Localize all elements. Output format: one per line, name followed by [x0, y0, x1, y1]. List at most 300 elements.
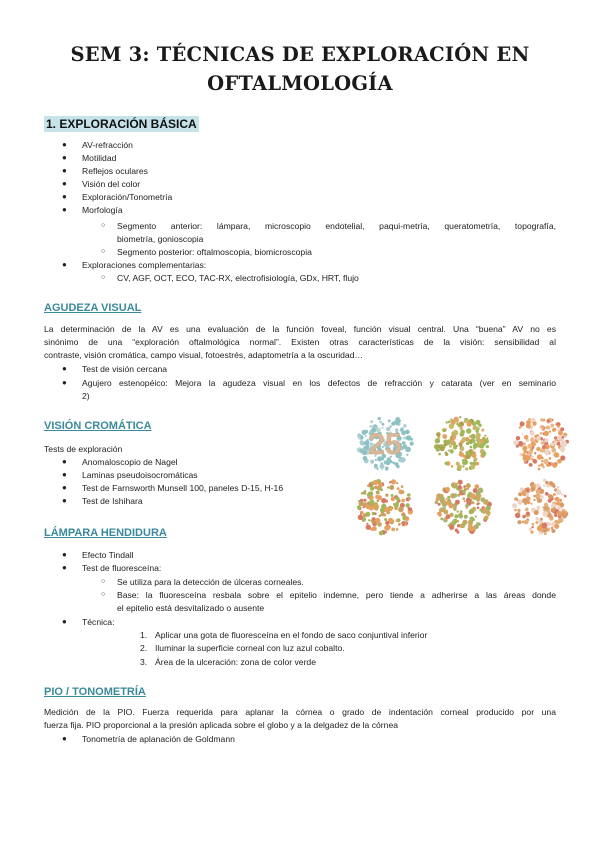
plate-dot: [362, 430, 367, 435]
plate-dot: [453, 442, 457, 446]
plate-dot: [476, 522, 479, 525]
plate-dot: [395, 462, 399, 466]
plate-dot: [519, 426, 521, 428]
plate-dot: [474, 459, 476, 461]
plate-dot: [454, 514, 458, 518]
plate-dot: [401, 430, 406, 435]
plate-dot: [408, 497, 411, 500]
plate-dot: [552, 428, 556, 432]
plate-dot: [380, 462, 382, 464]
list-number: 2.: [140, 643, 148, 653]
plate-dot: [516, 436, 520, 440]
plate-dot: [398, 523, 401, 526]
plate-dot: [555, 497, 560, 502]
list-item: Test de Farnsworth Munsell 100, paneles D-15, H-16: [82, 483, 284, 493]
plate-dot: [398, 419, 401, 422]
plate-dot: [396, 501, 399, 504]
plate-dot: [533, 422, 537, 426]
plate-dot: [517, 499, 522, 504]
plate-dot: [467, 421, 472, 426]
plate-dot: [529, 455, 531, 457]
list-item: Laminas pseudoisocromáticas: [82, 470, 198, 480]
plate-dot: [544, 532, 547, 535]
plate-dot: [440, 499, 444, 503]
plate-dot: [472, 518, 475, 521]
plate-dot: [449, 503, 454, 508]
bullet-icon: ●: [62, 179, 67, 188]
sub-item-text: el epitelio está desvitalizado o ausente: [117, 603, 265, 613]
plate-dot: [522, 515, 526, 519]
plate-dot: [363, 456, 368, 461]
plate-dot: [477, 507, 480, 510]
plate-dot: [384, 507, 389, 512]
plate-dot: [542, 445, 546, 449]
plate-dot: [462, 497, 465, 500]
plate-dot: [446, 421, 448, 423]
plate-dot: [447, 443, 449, 445]
plate-dot: [526, 512, 530, 516]
plate-dot: [360, 440, 364, 444]
plate-dot: [553, 507, 556, 510]
plate-dot: [410, 438, 413, 441]
plate-dot: [438, 453, 441, 456]
plate-dot: [558, 431, 563, 436]
plate-dot: [445, 428, 447, 430]
plate-dot: [362, 520, 364, 522]
plate-dot: [564, 495, 567, 498]
plate-dot: [385, 494, 388, 497]
ishihara-plate-5: [433, 477, 493, 537]
plate-dot: [457, 465, 462, 470]
plate-dot: [482, 451, 486, 455]
plate-dot: [396, 528, 399, 531]
plate-dot: [557, 425, 560, 428]
plate-dot: [462, 465, 464, 467]
plate-dot: [449, 525, 454, 530]
plate-dot: [520, 444, 522, 446]
plate-dot: [479, 495, 481, 497]
plate-dot: [472, 422, 476, 426]
plate-dot: [408, 507, 412, 511]
plate-dot: [557, 506, 561, 510]
circle-bullet-icon: ○: [101, 578, 106, 585]
plate-dot: [483, 499, 489, 505]
sub-item-text: Segmento anterior: lámpara, microscopio endotelial, paqui-metría, queratometría, topografía,: [117, 221, 556, 231]
plate-dot: [442, 434, 447, 439]
plate-dot: [453, 430, 459, 436]
plate-dot: [543, 459, 548, 464]
plate-dot: [560, 427, 564, 431]
plate-dot: [397, 487, 400, 490]
plate-dot: [528, 450, 533, 455]
plate-dot: [535, 521, 538, 524]
plate-dot: [469, 526, 474, 531]
plate-dot: [538, 468, 541, 471]
plate-dot: [457, 510, 459, 512]
plate-dot: [470, 462, 473, 465]
plate-dot: [548, 494, 553, 499]
list-item: Test de Ishihara: [82, 496, 143, 506]
plate-dot: [391, 528, 395, 532]
paragraph-line: Medición de la PIO. Fuerza requerida para aplanar la córnea o grado de indentación corneal producido por una: [44, 707, 556, 717]
title-line-2: OFTALMOLOGÍA: [207, 72, 393, 95]
plate-dot: [547, 419, 551, 423]
ishihara-plate-4: [355, 477, 415, 537]
plate-dot: [561, 436, 564, 439]
plate-dot: [466, 442, 470, 446]
plate-dot: [527, 444, 532, 449]
plate-dot: [455, 500, 460, 505]
plate-dot: [438, 503, 441, 506]
plate-dot: [380, 464, 385, 469]
plate-dot: [368, 519, 370, 521]
plate-dot: [401, 512, 405, 516]
list-item: Exploración/Tonometría: [82, 192, 173, 202]
plate-dot: [537, 454, 543, 460]
plate-dot: [551, 462, 553, 464]
paragraph-line: Tests de exploración: [44, 444, 123, 454]
plate-dot: [388, 420, 391, 423]
circle-bullet-icon: ○: [101, 222, 106, 229]
plate-dot: [541, 428, 543, 430]
plate-dot: [560, 455, 565, 460]
plate-dot: [394, 507, 397, 510]
list-item: Test de fluoresceína:: [82, 563, 162, 573]
bullet-icon: ●: [62, 483, 67, 492]
bullet-icon: ●: [62, 364, 67, 373]
plate-dot: [448, 449, 450, 451]
plate-dot: [457, 424, 460, 427]
bullet-icon: ●: [62, 734, 67, 743]
plate-dot: [542, 523, 548, 529]
plate-dot: [370, 420, 373, 423]
list-item: Técnica:: [82, 617, 115, 627]
plate-dot: [517, 520, 521, 524]
list-item: Morfología: [82, 205, 123, 215]
circle-bullet-icon: ○: [101, 248, 106, 255]
section-heading-vision-cromatica: VISIÓN CROMÁTICA: [44, 420, 152, 432]
plate-dot: [462, 490, 466, 494]
plate-dot: [377, 491, 379, 493]
plate-dot: [529, 463, 533, 467]
plate-dot: [561, 493, 564, 496]
bullet-icon: ●: [62, 192, 67, 201]
plate-dot: [554, 524, 559, 529]
plate-dot: [456, 445, 458, 447]
plate-dot: [358, 515, 363, 520]
plate-dot: [395, 497, 399, 501]
plate-dot: [465, 467, 468, 470]
plate-dot: [486, 511, 489, 514]
plate-dot: [549, 457, 552, 460]
plate-dot: [378, 524, 381, 527]
plate-dot: [440, 517, 443, 520]
plate-dot: [377, 468, 379, 470]
plate-dot: [530, 531, 533, 534]
sub-item-text: CV, AGF, OCT, ECO, TAC-RX, electrofisiología, GDx, HRT, flujo: [117, 273, 359, 283]
plate-dot: [523, 456, 528, 461]
plate-dot: [391, 479, 396, 484]
plate-dot: [459, 452, 464, 457]
plate-dot: [460, 434, 462, 436]
sub-item-text: Se utiliza para la detección de úlceras corneales.: [117, 577, 304, 587]
plate-dot: [406, 516, 409, 519]
list-item: Agujero estenopéico: Mejora la agudeza visual en los defectos de refracción y catarata (ver en seminario: [82, 378, 556, 388]
plate-dot: [385, 500, 388, 503]
plate-dot: [448, 421, 451, 424]
plate-dot: [467, 494, 471, 498]
plate-dot: [373, 480, 378, 485]
bullet-icon: ●: [62, 617, 67, 626]
plate-dot: [375, 506, 377, 508]
plate-dot: [473, 443, 478, 448]
plate-dot: [515, 513, 520, 518]
plate-dot: [389, 507, 393, 511]
paragraph-line: sinónimo de una “exploración oftalmológica normal”. Existen otras características de la visión: sensibilidad al: [44, 337, 556, 347]
plate-dot: [542, 511, 548, 517]
plate-dot: [550, 424, 554, 428]
plate-dot: [396, 519, 399, 522]
plate-dot: [546, 426, 550, 430]
list-item: Reflejos oculares: [82, 166, 148, 176]
plate-dot: [370, 486, 375, 491]
plate-dot: [466, 428, 471, 433]
plate-dot: [514, 509, 517, 512]
plate-dot: [456, 483, 458, 485]
plate-dot: [487, 437, 489, 439]
plate-dot: [372, 517, 376, 521]
plate-dot: [454, 419, 456, 421]
plate-dot: [524, 435, 529, 440]
list-item: Motilidad: [82, 153, 117, 163]
list-item: Efecto Tindall: [82, 550, 134, 560]
plate-dot: [526, 451, 529, 454]
plate-dot: [557, 486, 560, 489]
plate-dot: [463, 485, 466, 488]
bullet-icon: ●: [62, 140, 67, 149]
plate-dot: [445, 487, 450, 492]
plate-dot: [365, 435, 367, 437]
plate-dot: [447, 496, 450, 499]
plate-dot: [528, 418, 531, 421]
plate-dot: [378, 482, 383, 487]
plate-dot: [385, 468, 388, 471]
plate-dot: [513, 441, 516, 444]
plate-dot: [460, 524, 464, 528]
plate-dot: [385, 531, 387, 533]
plate-dot: [534, 510, 539, 515]
plate-dot: [375, 523, 377, 525]
ishihara-plate-3: [511, 413, 571, 473]
list-item: 2): [82, 391, 90, 401]
plate-dot: [560, 446, 566, 452]
ishihara-plate-2: [433, 413, 493, 473]
plate-dot: [466, 507, 468, 509]
plate-dot: [406, 454, 408, 456]
list-item: Test de visión cercana: [82, 364, 168, 374]
plate-dot: [386, 461, 390, 465]
plate-dot: [538, 519, 541, 522]
plate-dot: [401, 499, 405, 503]
circle-bullet-icon: ○: [101, 591, 106, 598]
plate-dot: [386, 524, 391, 529]
plate-dot: [435, 438, 440, 443]
circle-bullet-icon: ○: [101, 274, 106, 281]
plate-dot: [472, 507, 476, 511]
plate-dot: [541, 460, 543, 462]
plate-dot: [565, 511, 567, 513]
plate-dot: [536, 447, 540, 451]
plate-dot: [545, 492, 549, 496]
sub-item-text: Base: la fluoresceína resbala sobre el epitelio indemne, pero tiende a adherirse a las áreas donde: [117, 590, 556, 600]
plate-dot: [484, 435, 486, 437]
list-item: Tonometría de aplanación de Goldmann: [82, 734, 235, 744]
plate-dot: [398, 507, 404, 513]
plate-dot: [384, 461, 386, 463]
paragraph-line: contraste, visión cromática, campo visual, fotoestrés, adaptometría a la oscuridad…: [44, 350, 364, 360]
list-item: Anomaloscopio de Nagel: [82, 457, 178, 467]
plate-dot: [514, 497, 518, 501]
plate-dot: [466, 483, 471, 488]
numbered-item: Aplicar una gota de fluoresceína en el fondo de saco conjuntival inferior: [155, 630, 428, 640]
plate-dot: [378, 417, 381, 420]
bullet-icon: ●: [62, 166, 67, 175]
plate-dot: [460, 430, 465, 435]
paragraph-line: fuerza fija. PIO proporcional a la presión aplicada sobre el globo y a la delgadez de la córnea: [44, 720, 398, 730]
plate-dot: [536, 489, 541, 494]
plate-dot: [544, 438, 548, 442]
plate-dot: [551, 527, 554, 530]
plate-dot: [532, 523, 535, 526]
plate-dot: [540, 463, 543, 466]
plate-dot: [441, 508, 445, 512]
plate-dot: [385, 521, 389, 525]
plate-dot: [382, 423, 385, 426]
plate-dot: [562, 514, 567, 519]
plate-dot: [456, 531, 459, 534]
numbered-item: Área de la ulceración: zona de color verde: [155, 657, 316, 667]
plate-dot: [520, 421, 525, 426]
plate-dot: [478, 488, 484, 494]
bullet-icon: ●: [62, 153, 67, 162]
plate-dot: [553, 493, 556, 496]
plate-dot: [548, 499, 552, 503]
bullet-icon: ●: [62, 260, 67, 269]
list-item: AV-refracción: [82, 140, 133, 150]
plate-dot: [406, 503, 410, 507]
plate-dot: [464, 516, 467, 519]
plate-dot: [476, 430, 479, 433]
section-heading-exploracion-basica: 1. EXPLORACIÓN BÁSICA: [46, 117, 197, 131]
title-line-1: SEM 3: TÉCNICAS DE EXPLORACIÓN EN: [70, 43, 530, 66]
paragraph-line: La determinación de la AV es una evaluación de la función foveal, función visual central. Una “buena” AV no es: [44, 324, 556, 334]
plate-dot: [558, 518, 563, 523]
plate-dot: [450, 449, 454, 453]
plate-dot: [518, 492, 522, 496]
bullet-icon: ●: [62, 550, 67, 559]
plate-dot: [440, 447, 445, 452]
plate-dot: [460, 427, 463, 430]
sub-item-text: biometría, gonioscopia: [117, 234, 204, 244]
plate-dot: [387, 486, 389, 488]
plate-dot: [401, 485, 404, 488]
plate-dot: [543, 484, 545, 486]
plate-dot: [473, 488, 478, 493]
bullet-icon: ●: [62, 378, 67, 387]
plate-dot: [544, 431, 549, 436]
plate-dot: [536, 436, 541, 441]
plate-dot: [384, 518, 387, 521]
plate-dot: [442, 503, 447, 508]
plate-dot: [402, 441, 406, 445]
plate-number: 25: [368, 428, 402, 461]
plate-dot: [453, 493, 457, 497]
plate-dot: [533, 499, 535, 501]
plate-dot: [451, 465, 454, 468]
plate-dot: [524, 520, 529, 525]
plate-dot: [551, 529, 555, 533]
plate-dot: [481, 429, 484, 432]
plate-dot: [374, 512, 377, 515]
list-number: 1.: [140, 630, 148, 640]
plate-dot: [476, 462, 480, 466]
plate-dot: [484, 518, 487, 521]
plate-dot: [555, 463, 557, 465]
plate-dot: [403, 424, 406, 427]
plate-dot: [391, 497, 395, 501]
plate-dot: [401, 521, 405, 525]
plate-dot: [535, 493, 540, 498]
plate-dot: [362, 506, 364, 508]
plate-dot: [535, 517, 539, 521]
plate-dot: [476, 503, 479, 506]
plate-dot: [469, 420, 471, 422]
plate-dot: [410, 442, 414, 446]
plate-dot: [544, 503, 548, 507]
plate-dot: [537, 526, 542, 531]
plate-dot: [557, 436, 562, 441]
plate-dot: [475, 515, 477, 517]
plate-dot: [401, 490, 404, 493]
plate-dot: [473, 426, 478, 431]
plate-dot: [374, 464, 378, 468]
plate-dot: [453, 507, 457, 511]
plate-dot: [522, 498, 527, 503]
plate-dot: [517, 509, 520, 512]
plate-dot: [452, 436, 456, 440]
plate-dot: [475, 436, 480, 441]
plate-dot: [484, 439, 489, 444]
plate-dot: [531, 503, 533, 505]
plate-dot: [379, 531, 384, 536]
plate-dot: [366, 504, 370, 508]
sub-item-text: Segmento posterior: oftalmoscopia, biomicroscopia: [117, 247, 312, 257]
plate-dot: [540, 432, 543, 435]
bullet-icon: ●: [62, 496, 67, 505]
plate-dot: [486, 506, 491, 511]
plate-dot: [449, 445, 452, 448]
ishihara-plate-1: [355, 413, 415, 473]
plate-dot: [472, 439, 476, 443]
plate-dot: [470, 493, 476, 499]
plate-dot: [436, 432, 441, 437]
list-number: 3.: [140, 657, 148, 667]
plate-dot: [525, 508, 529, 512]
plate-dot: [465, 451, 470, 456]
plate-dot: [542, 441, 545, 444]
plate-dot: [460, 513, 462, 515]
plate-dot: [549, 430, 551, 432]
